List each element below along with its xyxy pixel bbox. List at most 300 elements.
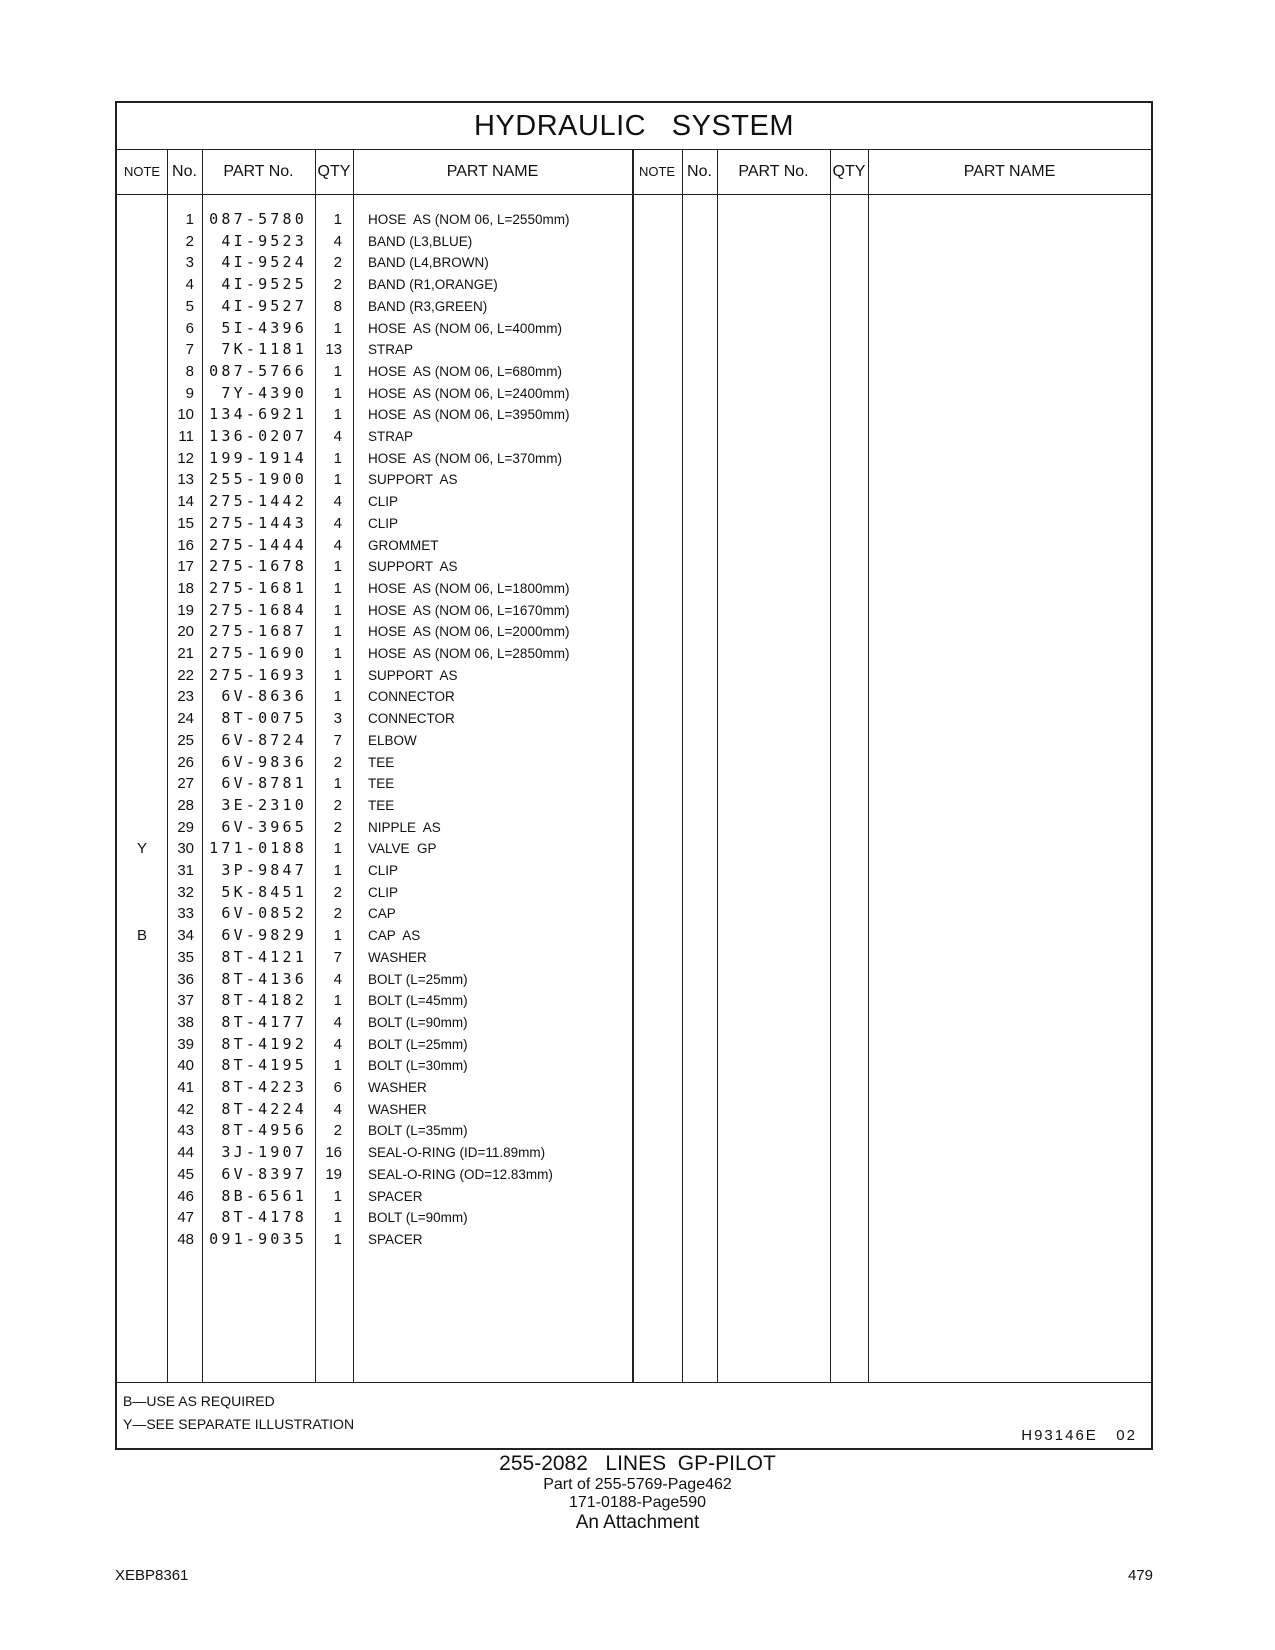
row-part-number: 6V-9836 xyxy=(221,752,307,771)
table-row xyxy=(117,274,1151,296)
row-number: 28 xyxy=(177,796,194,814)
table-row xyxy=(117,1229,1151,1251)
table-row xyxy=(117,1077,1151,1099)
row-part-number: 275-1442 xyxy=(209,492,307,511)
row-quantity: 19 xyxy=(325,1165,342,1183)
table-row xyxy=(117,513,1151,535)
row-quantity: 4 xyxy=(333,428,342,445)
row-quantity: 1 xyxy=(333,1187,342,1205)
row-number: 15 xyxy=(177,514,194,532)
row-number: 19 xyxy=(177,601,194,619)
row-number: 25 xyxy=(177,731,194,749)
row-part-name: BAND (R1,ORANGE) xyxy=(368,277,498,293)
row-note xyxy=(117,491,167,513)
row-quantity: 1 xyxy=(333,601,342,619)
table-row xyxy=(117,339,1151,361)
row-part-name: CLIP xyxy=(368,494,399,510)
row-note xyxy=(117,903,167,925)
row-number: 14 xyxy=(177,493,194,511)
row-note xyxy=(117,686,167,708)
row-number: 35 xyxy=(177,948,194,966)
row-number: 21 xyxy=(177,645,194,662)
row-quantity: 1 xyxy=(333,362,342,380)
row-number: 33 xyxy=(177,905,194,923)
row-number: 48 xyxy=(177,1230,194,1248)
row-number: 31 xyxy=(177,862,194,879)
row-quantity: 2 xyxy=(333,796,342,814)
row-quantity: 4 xyxy=(333,1100,342,1118)
row-note xyxy=(117,990,167,1012)
table-row xyxy=(117,752,1151,774)
row-quantity: 2 xyxy=(333,753,342,771)
row-number: 18 xyxy=(177,579,194,597)
row-part-name: HOSE AS (NOM 06, L=2550mm) xyxy=(368,212,570,227)
row-part-name: HOSE AS (NOM 06, L=2850mm) xyxy=(368,646,570,661)
table-row xyxy=(117,969,1151,991)
row-part-name: SPACER xyxy=(368,1231,423,1247)
row-note xyxy=(117,1012,167,1034)
row-note xyxy=(117,665,167,687)
row-quantity: 1 xyxy=(333,1230,342,1248)
table-row xyxy=(117,1055,1151,1077)
row-part-number: 8T-4177 xyxy=(221,1012,307,1031)
row-number: 11 xyxy=(178,428,194,445)
footnote-b: B—USE AS REQUIRED xyxy=(123,1393,275,1409)
row-note xyxy=(117,469,167,491)
row-part-number: 134-6921 xyxy=(209,405,307,424)
row-part-name: BAND (L4,BROWN) xyxy=(368,255,489,271)
table-row xyxy=(117,296,1151,318)
row-number: 46 xyxy=(177,1187,194,1205)
table-row xyxy=(117,925,1151,947)
row-number: 47 xyxy=(177,1209,194,1227)
row-quantity: 13 xyxy=(325,341,342,359)
table-row xyxy=(117,448,1151,470)
row-number: 38 xyxy=(177,1013,194,1031)
row-part-number: 6V-8781 xyxy=(221,774,307,793)
row-part-name: SUPPORT AS xyxy=(368,472,458,488)
table-row xyxy=(117,838,1151,860)
row-note: Y xyxy=(136,840,147,858)
table-row xyxy=(117,903,1151,925)
row-part-name: STRAP xyxy=(368,429,414,444)
row-part-number: 6V-8397 xyxy=(221,1164,307,1183)
table-row xyxy=(117,621,1151,643)
row-note xyxy=(117,318,167,340)
row-part-name: HOSE AS (NOM 06, L=680mm) xyxy=(368,363,562,379)
row-quantity: 16 xyxy=(325,1144,342,1162)
row-note xyxy=(117,1164,167,1186)
header-no: No. xyxy=(172,163,197,180)
table-row xyxy=(117,426,1151,448)
row-part-number: 8T-4182 xyxy=(221,991,307,1010)
row-quantity: 7 xyxy=(333,731,342,749)
row-note xyxy=(117,795,167,817)
row-part-name: CONNECTOR xyxy=(368,711,455,727)
table-row xyxy=(117,708,1151,730)
row-part-name: CAP xyxy=(368,906,396,922)
row-part-number: 8B-6561 xyxy=(221,1186,307,1205)
row-note xyxy=(117,404,167,426)
row-note xyxy=(117,339,167,361)
row-note xyxy=(117,1142,167,1164)
table-row xyxy=(117,383,1151,405)
table-row xyxy=(117,860,1151,882)
row-quantity: 1 xyxy=(333,775,342,793)
row-quantity: 1 xyxy=(333,471,342,489)
row-part-number: 275-1684 xyxy=(209,600,307,619)
row-number: 20 xyxy=(177,623,194,641)
row-number: 17 xyxy=(177,558,194,576)
row-part-number: 275-1678 xyxy=(209,557,307,576)
row-note xyxy=(117,752,167,774)
table-row xyxy=(117,578,1151,600)
row-note xyxy=(117,1120,167,1142)
row-note xyxy=(117,860,167,882)
table-row xyxy=(117,404,1151,426)
table-row xyxy=(117,1012,1151,1034)
row-quantity: 1 xyxy=(333,384,342,402)
row-part-number: 8T-4223 xyxy=(221,1078,307,1096)
header-qty-2: QTY xyxy=(832,163,866,180)
row-number: 7 xyxy=(185,341,194,359)
document-id: XEBP8361 xyxy=(115,1567,189,1584)
row-quantity: 1 xyxy=(333,840,342,858)
table-row xyxy=(117,1207,1151,1229)
row-quantity: 4 xyxy=(333,970,342,988)
row-number: 1 xyxy=(185,211,194,228)
table-row xyxy=(117,231,1151,253)
row-part-number: 8T-4192 xyxy=(221,1034,307,1053)
table-row xyxy=(117,252,1151,274)
row-quantity: 4 xyxy=(333,232,342,250)
row-number: 22 xyxy=(177,666,194,684)
row-part-number: 136-0207 xyxy=(209,427,307,445)
row-part-name: TEE xyxy=(368,797,395,813)
table-row xyxy=(117,1164,1151,1186)
row-quantity: 1 xyxy=(333,927,342,945)
row-number: 37 xyxy=(177,992,194,1010)
row-quantity: 4 xyxy=(333,1035,342,1053)
row-part-name: SPACER xyxy=(368,1188,423,1204)
table-title: HYDRAULIC SYSTEM xyxy=(117,103,1151,150)
row-number: 9 xyxy=(185,384,194,402)
row-quantity: 1 xyxy=(333,688,342,706)
row-quantity: 4 xyxy=(333,536,342,554)
table-row xyxy=(117,361,1151,383)
row-part-number: 199-1914 xyxy=(209,448,307,467)
row-part-number: 7K-1181 xyxy=(221,340,307,359)
row-quantity: 7 xyxy=(333,948,342,966)
row-part-number: 5K-8451 xyxy=(221,882,307,901)
row-part-name: BOLT (L=30mm) xyxy=(368,1058,468,1074)
row-note xyxy=(117,882,167,904)
table-row xyxy=(117,556,1151,578)
row-part-number: 6V-0852 xyxy=(221,904,307,923)
table-row xyxy=(117,773,1151,795)
row-part-name: NIPPLE AS xyxy=(368,819,441,835)
footnote-y: Y—SEE SEPARATE ILLUSTRATION xyxy=(123,1416,355,1432)
row-note xyxy=(117,773,167,795)
row-note xyxy=(117,1229,167,1251)
table-row xyxy=(117,209,1151,231)
row-part-name: SEAL-O-RING (ID=11.89mm) xyxy=(368,1145,546,1161)
header-qty: QTY xyxy=(317,163,351,180)
row-note xyxy=(117,730,167,752)
row-part-number: 6V-8724 xyxy=(221,730,307,749)
row-part-name: CAP AS xyxy=(368,928,421,944)
page-number: 479 xyxy=(1127,1567,1153,1584)
caption-part-of: Part of 255-5769-Page462 xyxy=(543,1476,732,1493)
row-part-number: 4I-9527 xyxy=(221,296,307,315)
row-part-name: STRAP xyxy=(368,342,414,358)
row-part-number: 8T-4136 xyxy=(221,969,307,988)
row-note xyxy=(117,513,167,535)
table-row xyxy=(117,318,1151,340)
row-quantity: 2 xyxy=(333,818,342,836)
row-quantity: 6 xyxy=(333,1079,342,1096)
row-number: 4 xyxy=(185,276,194,294)
row-number: 43 xyxy=(177,1122,194,1140)
row-number: 34 xyxy=(177,927,194,945)
row-number: 27 xyxy=(177,775,194,793)
table-row xyxy=(117,1186,1151,1208)
table-footer xyxy=(117,1382,1151,1449)
row-part-number: 087-5780 xyxy=(209,210,307,228)
table-row xyxy=(117,882,1151,904)
row-part-name: BOLT (L=25mm) xyxy=(368,1036,468,1052)
row-note xyxy=(117,274,167,296)
row-note xyxy=(117,535,167,557)
row-part-name: BOLT (L=90mm) xyxy=(368,1014,468,1030)
row-quantity: 1 xyxy=(333,645,342,662)
header-part-name-2: PART NAME xyxy=(963,163,1056,180)
row-quantity: 4 xyxy=(333,1013,342,1031)
row-part-name: BOLT (L=45mm) xyxy=(368,993,468,1009)
row-number: 23 xyxy=(177,688,194,706)
row-part-name: TEE xyxy=(368,776,395,792)
row-quantity: 1 xyxy=(333,558,342,576)
row-part-name: WASHER xyxy=(368,1080,427,1095)
row-part-name: BAND (L3,BLUE) xyxy=(368,233,473,249)
row-note xyxy=(117,708,167,730)
row-quantity: 1 xyxy=(333,623,342,641)
row-part-number: 6V-9829 xyxy=(221,926,307,945)
row-quantity: 2 xyxy=(333,883,342,901)
row-part-number: 5I-4396 xyxy=(221,318,307,337)
row-number: 5 xyxy=(185,297,194,315)
row-quantity: 1 xyxy=(333,211,342,228)
row-part-number: 8T-4195 xyxy=(221,1056,307,1075)
row-part-number: 275-1444 xyxy=(209,535,307,554)
row-note xyxy=(117,1207,167,1229)
row-quantity: 1 xyxy=(333,862,342,879)
row-note xyxy=(117,209,167,231)
row-part-number: 255-1900 xyxy=(209,470,307,489)
row-part-number: 087-5766 xyxy=(209,361,307,380)
row-number: 30 xyxy=(177,840,194,858)
row-note xyxy=(117,556,167,578)
table-row xyxy=(117,947,1151,969)
row-note xyxy=(117,947,167,969)
row-part-number: 6V-8636 xyxy=(221,687,307,706)
table-row xyxy=(117,1120,1151,1142)
table-header xyxy=(117,149,1151,195)
table-row xyxy=(117,469,1151,491)
row-note xyxy=(117,1186,167,1208)
row-part-name: HOSE AS (NOM 06, L=400mm) xyxy=(368,320,562,336)
row-number: 42 xyxy=(177,1100,194,1118)
table-row xyxy=(117,600,1151,622)
row-quantity: 1 xyxy=(333,666,342,684)
row-part-number: 8T-4121 xyxy=(221,947,307,966)
row-number: 41 xyxy=(177,1079,194,1096)
row-number: 16 xyxy=(177,536,194,554)
row-quantity: 4 xyxy=(333,493,342,511)
row-number: 6 xyxy=(185,319,194,337)
row-note xyxy=(117,383,167,405)
row-part-name: BOLT (L=25mm) xyxy=(368,971,468,987)
row-note xyxy=(117,817,167,839)
table-row xyxy=(117,817,1151,839)
row-note xyxy=(117,1034,167,1056)
row-number: 40 xyxy=(177,1057,194,1075)
row-number: 36 xyxy=(177,970,194,988)
row-part-name: VALVE GP xyxy=(368,841,437,857)
row-number: 10 xyxy=(177,406,194,424)
row-note: B xyxy=(136,927,147,945)
row-quantity: 1 xyxy=(333,449,342,467)
row-part-name: BOLT (L=35mm) xyxy=(368,1123,468,1139)
row-number: 12 xyxy=(177,449,194,467)
row-note xyxy=(117,578,167,600)
row-note xyxy=(117,296,167,318)
row-part-number: 275-1681 xyxy=(209,578,307,597)
row-part-name: HOSE AS (NOM 06, L=370mm) xyxy=(368,450,562,466)
drawing-reference: H93146E 02 xyxy=(1021,1427,1137,1444)
row-note xyxy=(117,600,167,622)
header-note: NOTE xyxy=(123,164,161,179)
row-part-number: 7Y-4390 xyxy=(221,383,307,402)
row-quantity: 2 xyxy=(333,1122,342,1140)
row-number: 44 xyxy=(177,1144,194,1162)
row-part-number: 091-9035 xyxy=(209,1229,307,1248)
header-no-2: No. xyxy=(687,163,712,180)
row-quantity: 8 xyxy=(333,297,342,315)
row-quantity: 1 xyxy=(333,406,342,424)
row-number: 8 xyxy=(185,362,194,380)
row-quantity: 1 xyxy=(333,1209,342,1227)
row-part-number: 6V-3965 xyxy=(221,817,307,836)
row-number: 32 xyxy=(177,883,194,901)
row-part-name: HOSE AS (NOM 06, L=1800mm) xyxy=(368,580,570,596)
table-row xyxy=(117,491,1151,513)
row-part-name: SEAL-O-RING (OD=12.83mm) xyxy=(368,1166,553,1182)
row-part-number: 4I-9523 xyxy=(221,231,307,250)
header-note-2: NOTE xyxy=(638,164,676,179)
row-part-number: 275-1693 xyxy=(209,665,307,684)
row-part-number: 171-0188 xyxy=(209,839,307,858)
table-row xyxy=(117,1142,1151,1164)
row-quantity: 1 xyxy=(333,319,342,337)
row-part-name: HOSE AS (NOM 06, L=3950mm) xyxy=(368,407,570,423)
row-part-number: 8T-0075 xyxy=(221,709,307,728)
row-quantity: 1 xyxy=(333,992,342,1010)
table-row xyxy=(117,665,1151,687)
table-row xyxy=(117,990,1151,1012)
row-part-name: CLIP xyxy=(368,863,399,878)
row-number: 26 xyxy=(177,753,194,771)
row-number: 45 xyxy=(177,1165,194,1183)
table-row xyxy=(117,1034,1151,1056)
table-row xyxy=(117,1099,1151,1121)
row-part-number: 8T-4224 xyxy=(221,1099,307,1118)
row-note xyxy=(117,643,167,665)
caption-attachment: An Attachment xyxy=(575,1512,700,1533)
table-row xyxy=(117,795,1151,817)
row-number: 29 xyxy=(177,818,194,836)
table-row xyxy=(117,730,1151,752)
row-part-number: 4I-9524 xyxy=(221,253,307,272)
caption-title: 255-2082 LINES GP-PILOT xyxy=(499,1452,776,1475)
row-part-name: WASHER xyxy=(368,949,427,965)
row-part-name: BOLT (L=90mm) xyxy=(368,1210,468,1226)
header-part-no: PART No. xyxy=(223,163,294,180)
row-part-number: 275-1687 xyxy=(209,622,307,641)
row-quantity: 1 xyxy=(333,579,342,597)
row-note xyxy=(117,426,167,448)
row-part-name: GROMMET xyxy=(368,537,439,553)
row-part-number: 8T-4178 xyxy=(221,1208,307,1227)
row-note xyxy=(117,448,167,470)
row-part-name: SUPPORT AS xyxy=(368,667,458,683)
row-part-name: HOSE AS (NOM 06, L=2000mm) xyxy=(368,624,570,640)
row-part-name: TEE xyxy=(368,754,395,770)
row-note xyxy=(117,361,167,383)
row-part-name: BAND (R3,GREEN) xyxy=(368,298,488,314)
row-quantity: 2 xyxy=(333,276,342,294)
row-part-name: ELBOW xyxy=(368,732,417,748)
row-note xyxy=(117,969,167,991)
row-quantity: 2 xyxy=(333,254,342,272)
row-part-name: HOSE AS (NOM 06, L=1670mm) xyxy=(368,602,570,618)
row-note xyxy=(117,1077,167,1099)
row-note xyxy=(117,621,167,643)
row-quantity: 4 xyxy=(333,514,342,532)
row-part-name: CLIP xyxy=(368,884,399,900)
row-part-number: 3J-1907 xyxy=(221,1143,307,1162)
row-quantity: 2 xyxy=(333,905,342,923)
row-part-number: 275-1443 xyxy=(209,513,307,532)
row-part-name: SUPPORT AS xyxy=(368,559,458,575)
row-note xyxy=(117,252,167,274)
row-number: 13 xyxy=(177,471,194,489)
row-number: 3 xyxy=(185,254,194,272)
row-part-number: 275-1690 xyxy=(209,644,307,662)
row-note xyxy=(117,1055,167,1077)
row-part-number: 3P-9847 xyxy=(221,861,307,879)
row-part-number: 4I-9525 xyxy=(221,275,307,294)
row-note xyxy=(117,231,167,253)
row-part-number: 3E-2310 xyxy=(221,795,307,814)
row-part-name: WASHER xyxy=(368,1101,427,1117)
row-number: 2 xyxy=(185,232,194,250)
row-quantity: 3 xyxy=(333,710,342,728)
row-part-number: 8T-4956 xyxy=(221,1121,307,1140)
row-number: 24 xyxy=(177,710,194,728)
row-note xyxy=(117,1099,167,1121)
row-number: 39 xyxy=(177,1035,194,1053)
